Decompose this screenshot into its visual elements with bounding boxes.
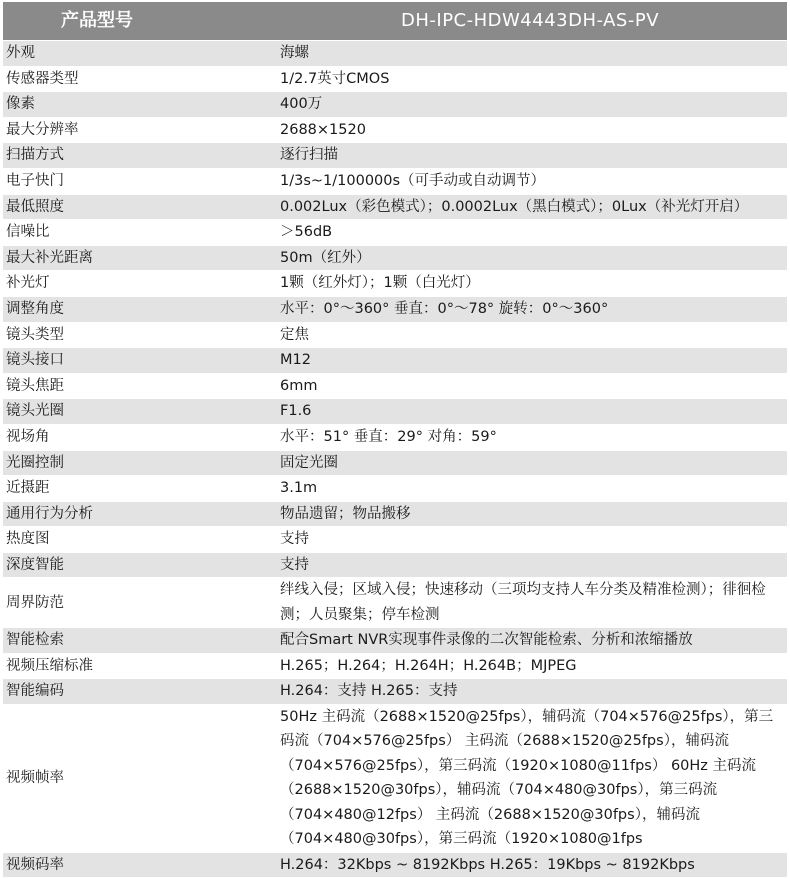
spec-row: [3, 578, 787, 628]
spec-row: [3, 476, 787, 502]
spec-label: 镜头光圈: [3, 399, 273, 425]
spec-row: [3, 143, 787, 169]
spec-label: 镜头类型: [3, 322, 273, 348]
spec-label: 近摄距: [3, 476, 273, 502]
spec-value: H.264：支持 H.265：支持: [273, 679, 787, 705]
spec-value: 水平：51° 垂直：29° 对角：59°: [273, 424, 787, 450]
spec-value: 6mm: [273, 373, 787, 399]
spec-label: 视场角: [3, 424, 273, 450]
spec-value: 1/3s~1/100000s（可手动或自动调节）: [273, 168, 787, 194]
spec-value: 海螺: [273, 41, 787, 67]
spec-value: 定焦: [273, 322, 787, 348]
spec-row: [3, 705, 787, 852]
spec-label: 传感器类型: [3, 66, 273, 92]
spec-label: 智能编码: [3, 679, 273, 705]
spec-value: 0.002Lux（彩色模式）；0.0002Lux（黑白模式）；0Lux（补光灯开启）: [273, 194, 787, 220]
spec-header-row: [3, 2, 787, 41]
spec-label: 外观: [3, 41, 273, 67]
spec-row: [3, 322, 787, 348]
spec-row: [3, 852, 787, 878]
spec-value: H.265；H.264；H.264H；H.264B；MJPEG: [273, 653, 787, 679]
spec-row: [3, 373, 787, 399]
spec-row: [3, 552, 787, 578]
spec-label: 镜头焦距: [3, 373, 273, 399]
spec-label: 视频帧率: [3, 705, 273, 852]
spec-value: 配合Smart NVR实现事件录像的二次智能检索、分析和浓缩播放: [273, 628, 787, 654]
spec-value: 3.1m: [273, 476, 787, 502]
spec-value: 支持: [273, 527, 787, 553]
spec-row: [3, 220, 787, 246]
spec-value: 物品遗留；物品搬移: [273, 501, 787, 527]
spec-label: 补光灯: [3, 271, 273, 297]
spec-value: 1颗（红外灯）；1颗（白光灯）: [273, 271, 787, 297]
spec-row: [3, 194, 787, 220]
spec-label: 热度图: [3, 527, 273, 553]
spec-row: [3, 117, 787, 143]
spec-row: [3, 41, 787, 67]
spec-row: [3, 348, 787, 374]
spec-label: 最低照度: [3, 194, 273, 220]
spec-label: 通用行为分析: [3, 501, 273, 527]
spec-label: 周界防范: [3, 578, 273, 628]
spec-row: [3, 424, 787, 450]
spec-value: 水平：0°～360° 垂直：0°～78° 旋转：0°～360°: [273, 296, 787, 322]
spec-table: [3, 2, 787, 878]
spec-value: 1/2.7英寸CMOS: [273, 66, 787, 92]
spec-label: 最大分辨率: [3, 117, 273, 143]
spec-value: 绊线入侵；区域入侵；快速移动（三项均支持人车分类及精准检测）；徘徊检测；人员聚集；停车检测: [273, 578, 787, 628]
spec-row: [3, 501, 787, 527]
spec-label: 像素: [3, 92, 273, 118]
spec-row: [3, 92, 787, 118]
spec-row: [3, 66, 787, 92]
spec-row: [3, 628, 787, 654]
spec-label: 电子快门: [3, 168, 273, 194]
spec-value: 2688×1520: [273, 117, 787, 143]
spec-value: 50Hz 主码流（2688×1520@25fps），辅码流（704×576@25fps），第三码流（704×576@25fps） 主码流（2688×1520@25fps），辅码流（704×576@25fps），第三码流（1920×1080@11fps） 60Hz 主码流（2688×1520@30fps），辅码流（704×480@30fps），第三码流（704×480@12fps） 主码流（2688×1520@30fps），辅码流（704×480@30fps），第三码流（1920×1080@1fps: [273, 705, 787, 852]
spec-value: M12: [273, 348, 787, 374]
spec-label: 智能检索: [3, 628, 273, 654]
spec-label: 最大补光距离: [3, 245, 273, 271]
spec-label: 光圈控制: [3, 450, 273, 476]
spec-row: [3, 679, 787, 705]
spec-label: 视频码率: [3, 852, 273, 878]
header-label: 产品型号: [3, 2, 273, 41]
spec-value: 50m（红外）: [273, 245, 787, 271]
spec-row: [3, 296, 787, 322]
spec-value: F1.6: [273, 399, 787, 425]
spec-row: [3, 245, 787, 271]
spec-row: [3, 271, 787, 297]
spec-value: H.264：32Kbps ~ 8192Kbps H.265：19Kbps ~ 8192Kbps: [273, 852, 787, 878]
spec-row: [3, 450, 787, 476]
spec-row: [3, 527, 787, 553]
spec-label: 视频压缩标准: [3, 653, 273, 679]
spec-value: 400万: [273, 92, 787, 118]
spec-label: 扫描方式: [3, 143, 273, 169]
spec-label: 深度智能: [3, 552, 273, 578]
spec-label: 镜头接口: [3, 348, 273, 374]
spec-label: 信噪比: [3, 220, 273, 246]
spec-row: [3, 399, 787, 425]
spec-label: 调整角度: [3, 296, 273, 322]
header-model: DH-IPC-HDW4443DH-AS-PV: [273, 2, 787, 41]
spec-value: 逐行扫描: [273, 143, 787, 169]
spec-value: 支持: [273, 552, 787, 578]
spec-row: [3, 653, 787, 679]
spec-value: 固定光圈: [273, 450, 787, 476]
spec-value: ＞56dB: [273, 220, 787, 246]
spec-row: [3, 168, 787, 194]
